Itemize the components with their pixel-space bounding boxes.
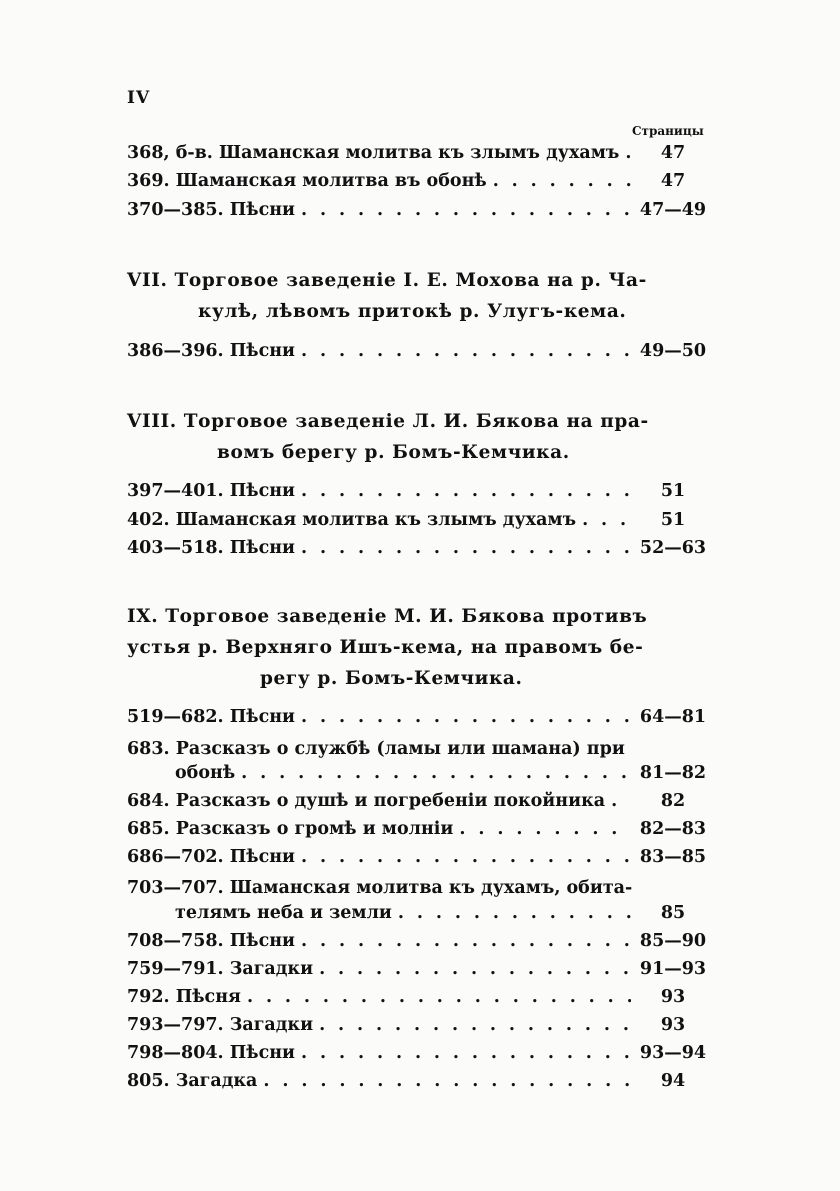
section-heading-line: VII. Торговое заведеніе I. Е. Мохова на р. Ча- xyxy=(127,270,647,291)
leader-dots xyxy=(247,987,631,1007)
toc-entry xyxy=(127,143,709,171)
entry-pages: 51 xyxy=(660,481,686,501)
entry-pages: 93 xyxy=(660,1015,686,1035)
section-heading-line: VIII. Торговое заведеніе Л. И. Бякова на пра- xyxy=(127,411,649,432)
entry-pages: 51 xyxy=(660,510,686,530)
entry-label: 793—797. Загадки xyxy=(127,1015,314,1035)
leader-dots xyxy=(301,538,631,558)
leader-dots xyxy=(301,200,631,220)
toc-entry xyxy=(127,931,709,959)
entry-label-first-line: 683. Разсказъ о службѣ (ламы или шамана) при xyxy=(127,739,625,759)
leader-dots xyxy=(301,707,631,727)
entry-label: 386—396. Пѣсни xyxy=(127,341,296,361)
pages-column-header: Страницы xyxy=(632,124,704,138)
leader-dots xyxy=(301,847,631,867)
entry-pages: 52—63 xyxy=(639,538,707,558)
entry-label: 805. Загадка xyxy=(127,1071,258,1091)
entry-pages: 82—83 xyxy=(639,819,707,839)
entry-label: 798—804. Пѣсни xyxy=(127,1043,296,1063)
toc-entry xyxy=(127,341,709,369)
leader-dots xyxy=(493,171,631,191)
leader-dots xyxy=(319,1015,631,1035)
leader-dots xyxy=(301,1043,631,1063)
entry-pages: 47 xyxy=(660,171,686,191)
section-heading-line: кулѣ, лѣвомъ притокѣ р. Улугъ-кема. xyxy=(198,301,627,322)
entry-label: 403—518. Пѣсни xyxy=(127,538,296,558)
toc-entry xyxy=(127,510,709,538)
toc-entry xyxy=(127,1015,709,1043)
entry-label: 370—385. Пѣсни xyxy=(127,200,296,220)
entry-label: 397—401. Пѣсни xyxy=(127,481,296,501)
leader-dots xyxy=(263,1071,631,1091)
entry-label: 402. Шаманская молитва къ злымъ духамъ xyxy=(127,510,577,530)
toc-entry xyxy=(127,1071,709,1099)
leader-dots xyxy=(319,959,631,979)
entry-label: 708—758. Пѣсни xyxy=(127,931,296,951)
toc-entry xyxy=(127,847,709,875)
section-heading-line: регу р. Бомъ-Кемчика. xyxy=(260,668,523,689)
toc-entry xyxy=(127,481,709,509)
entry-label: телямъ неба и земли xyxy=(175,903,392,923)
entry-pages: 49—50 xyxy=(639,341,707,361)
page-number: IV xyxy=(127,88,151,108)
entry-label: 685. Разсказъ о громѣ и молніи xyxy=(127,819,454,839)
leader-dots xyxy=(459,819,631,839)
toc-entry xyxy=(127,171,709,199)
leader-dots xyxy=(398,903,631,923)
toc-entry xyxy=(127,959,709,987)
section-heading-line: IX. Торговое заведеніе М. И. Бякова противъ xyxy=(127,606,648,627)
entry-label: 792. Пѣсня xyxy=(127,987,241,1007)
toc-entry xyxy=(127,791,709,819)
entry-pages: 81—82 xyxy=(639,763,707,783)
toc-entry xyxy=(127,707,709,735)
entry-pages: 93 xyxy=(660,987,686,1007)
entry-pages: 85—90 xyxy=(639,931,707,951)
entry-pages: 47—49 xyxy=(639,200,707,220)
toc-entry xyxy=(127,987,709,1015)
toc-entry xyxy=(127,819,709,847)
entry-label: 369. Шаманская молитва въ обонѣ xyxy=(127,171,487,191)
entry-pages: 94 xyxy=(660,1071,686,1091)
toc-entry xyxy=(127,200,709,228)
toc-entry-continuation xyxy=(175,903,709,931)
toc-entry xyxy=(127,1043,709,1071)
entry-pages: 83—85 xyxy=(639,847,707,867)
toc-entry-continuation xyxy=(175,763,709,791)
entry-label: 368, б-в. Шаманская молитва къ злымъ духамъ xyxy=(127,143,620,163)
entry-label: 686—702. Пѣсни xyxy=(127,847,296,867)
toc-entry xyxy=(127,538,709,566)
entry-pages: 82 xyxy=(660,791,686,811)
leader-dots xyxy=(625,143,631,163)
leader-dots xyxy=(241,763,631,783)
section-heading-line: вомъ берегу р. Бомъ-Кемчика. xyxy=(217,442,570,463)
entry-label: 519—682. Пѣсни xyxy=(127,707,296,727)
entry-pages: 47 xyxy=(660,143,686,163)
entry-label: обонѣ xyxy=(175,763,236,783)
entry-label: 684. Разсказъ о душѣ и погребеніи покойника xyxy=(127,791,606,811)
entry-pages: 64—81 xyxy=(639,707,707,727)
section-heading-line: устья р. Верхняго Ишъ-кема, на правомъ бе- xyxy=(127,637,644,658)
leader-dots xyxy=(582,510,631,530)
entry-label-first-line: 703—707. Шаманская молитва къ духамъ, обита- xyxy=(127,878,633,898)
leader-dots xyxy=(301,481,631,501)
leader-dots xyxy=(301,341,631,361)
entry-label: 759—791. Загадки xyxy=(127,959,314,979)
leader-dots xyxy=(611,791,631,811)
entry-pages: 91—93 xyxy=(639,959,707,979)
entry-pages: 93—94 xyxy=(639,1043,707,1063)
entry-pages: 85 xyxy=(660,903,686,923)
leader-dots xyxy=(301,931,631,951)
